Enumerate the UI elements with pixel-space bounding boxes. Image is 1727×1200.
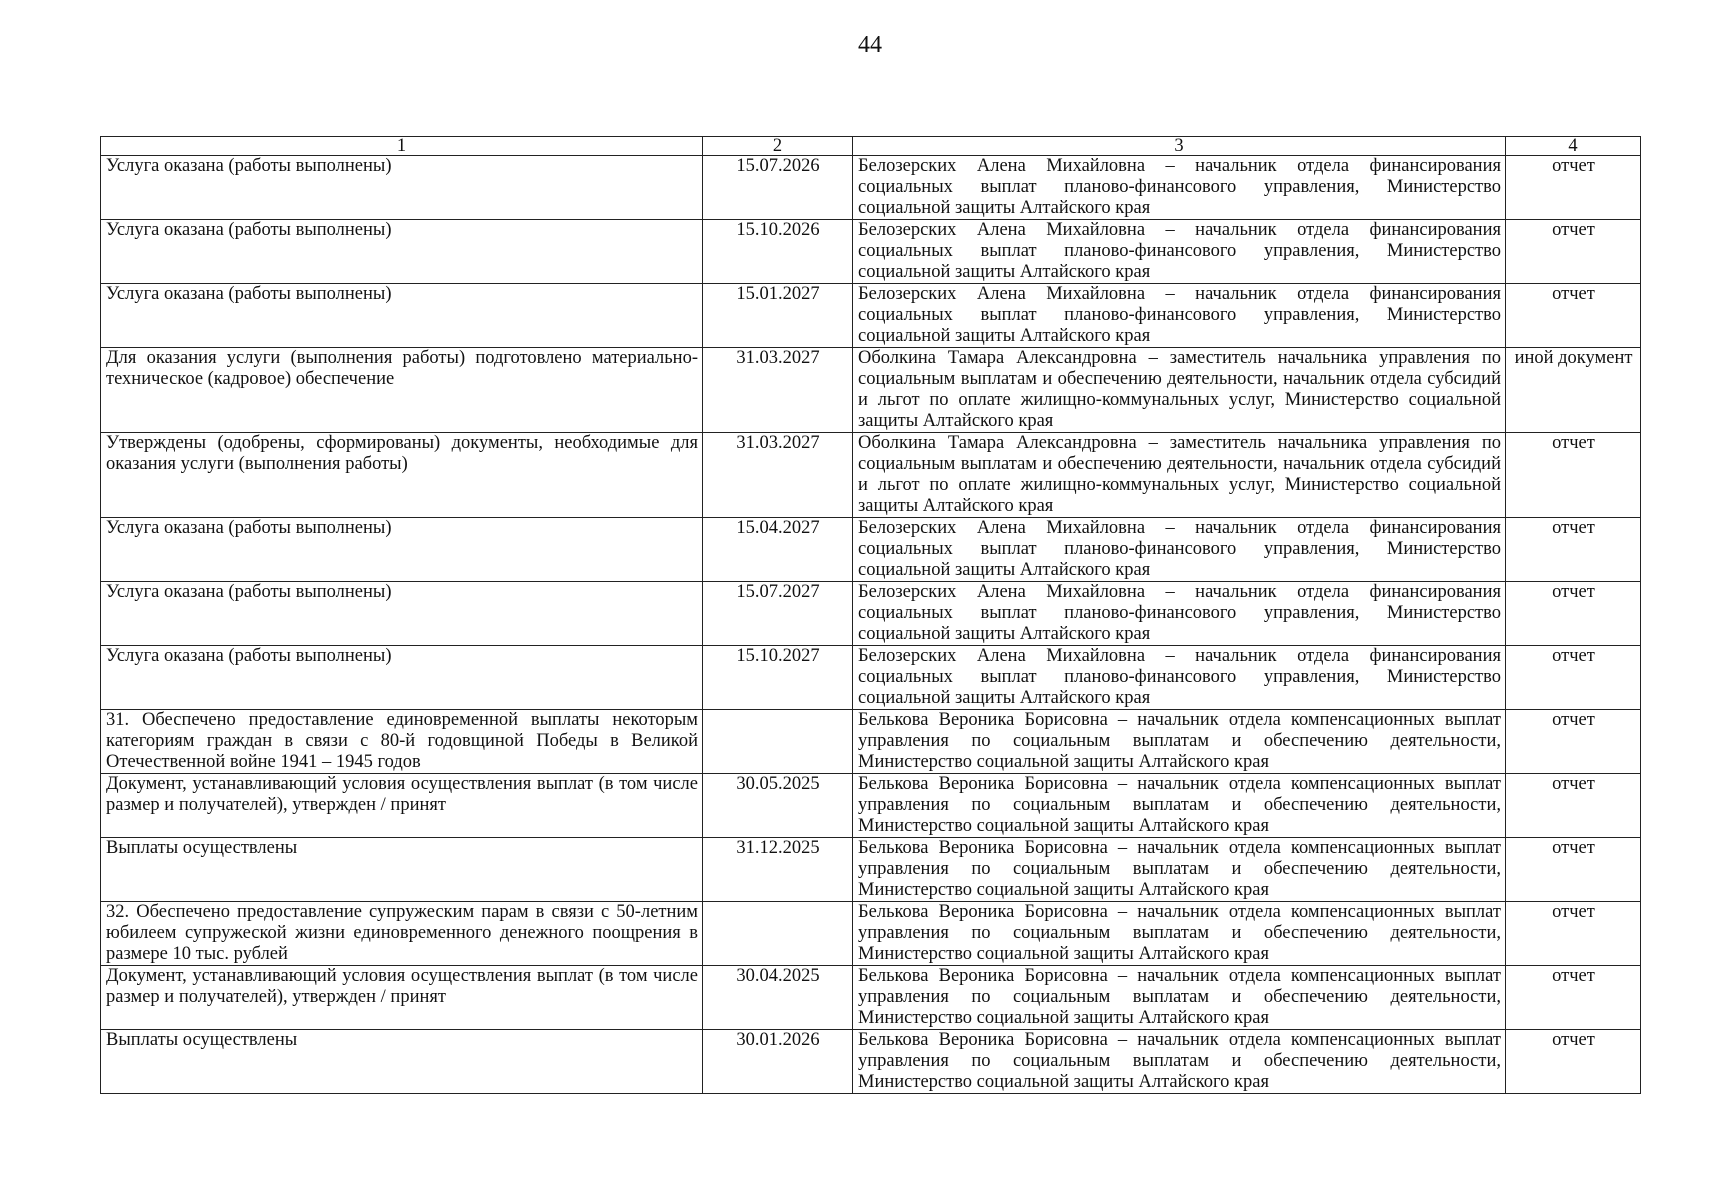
document-type-cell: отчет — [1506, 518, 1641, 582]
document-type-cell: отчет — [1506, 1030, 1641, 1094]
responsible-cell: Оболкина Тамара Александровна – заместитель начальника управления по социальным выплатам и обеспечению деятельности, начальник отдела субсидий и льгот по оплате жилищно-коммунальных услуг, Министерство социальной защиты Алтайского края — [853, 348, 1506, 433]
result-cell: Выплаты осуществлены — [101, 1030, 703, 1094]
result-cell: Утверждены (одобрены, сформированы) документы, необходимые для оказания услуги (выполнения работы) — [101, 433, 703, 518]
date-cell: 15.10.2027 — [703, 646, 853, 710]
result-cell: Услуга оказана (работы выполнены) — [101, 156, 703, 220]
result-cell: Услуга оказана (работы выполнены) — [101, 646, 703, 710]
table-row — [101, 582, 1641, 646]
result-cell: Услуга оказана (работы выполнены) — [101, 582, 703, 646]
column-header-1: 1 — [101, 137, 703, 156]
header-row — [101, 137, 1641, 156]
responsible-cell: Белозерских Алена Михайловна – начальник отдела финансирования социальных выплат планово-финансового управления, Министерство социальной защиты Алтайского края — [853, 220, 1506, 284]
date-cell: 15.01.2027 — [703, 284, 853, 348]
table-row — [101, 838, 1641, 902]
date-cell: 31.12.2025 — [703, 838, 853, 902]
column-header-4: 4 — [1506, 137, 1641, 156]
date-cell — [703, 710, 853, 774]
table-row — [101, 433, 1641, 518]
responsible-cell: Белькова Вероника Борисовна – начальник отдела компенсационных выплат управления по социальным выплатам и обеспечению деятельности, Министерство социальной защиты Алтайского края — [853, 966, 1506, 1030]
responsible-cell: Белозерских Алена Михайловна – начальник отдела финансирования социальных выплат планово-финансового управления, Министерство социальной защиты Алтайского края — [853, 284, 1506, 348]
date-cell: 30.05.2025 — [703, 774, 853, 838]
responsible-cell: Белькова Вероника Борисовна – начальник отдела компенсационных выплат управления по социальным выплатам и обеспечению деятельности, Министерство социальной защиты Алтайского края — [853, 710, 1506, 774]
result-cell: Услуга оказана (работы выполнены) — [101, 284, 703, 348]
date-cell: 15.04.2027 — [703, 518, 853, 582]
document-type-cell: отчет — [1506, 582, 1641, 646]
result-cell: Для оказания услуги (выполнения работы) подготовлено материально-техническое (кадровое) обеспечение — [101, 348, 703, 433]
result-cell: Выплаты осуществлены — [101, 838, 703, 902]
document-type-cell: отчет — [1506, 838, 1641, 902]
document-type-cell: отчет — [1506, 284, 1641, 348]
date-cell — [703, 902, 853, 966]
date-cell: 31.03.2027 — [703, 348, 853, 433]
document-type-cell: отчет — [1506, 902, 1641, 966]
date-cell: 30.01.2026 — [703, 1030, 853, 1094]
table-row — [101, 646, 1641, 710]
document-type-cell: отчет — [1506, 220, 1641, 284]
table-row — [101, 220, 1641, 284]
document-type-cell: отчет — [1506, 710, 1641, 774]
table-row — [101, 156, 1641, 220]
responsible-cell: Белькова Вероника Борисовна – начальник отдела компенсационных выплат управления по социальным выплатам и обеспечению деятельности, Министерство социальной защиты Алтайского края — [853, 902, 1506, 966]
responsible-cell: Белозерских Алена Михайловна – начальник отдела финансирования социальных выплат планово-финансового управления, Министерство социальной защиты Алтайского края — [853, 646, 1506, 710]
result-cell: 32. Обеспечено предоставление супружеским парам в связи с 50-летним юбилеем супружеской жизни единовременного денежного поощрения в размере 10 тыс. рублей — [101, 902, 703, 966]
table-row — [101, 284, 1641, 348]
document-type-cell: иной документ — [1506, 348, 1641, 433]
result-cell: Документ, устанавливающий условия осуществления выплат (в том числе размер и получателей), утвержден / принят — [101, 966, 703, 1030]
table-row — [101, 966, 1641, 1030]
document-type-cell: отчет — [1506, 433, 1641, 518]
responsible-cell: Белькова Вероника Борисовна – начальник отдела компенсационных выплат управления по социальным выплатам и обеспечению деятельности, Министерство социальной защиты Алтайского края — [853, 838, 1506, 902]
results-table — [100, 136, 1641, 1094]
responsible-cell: Белозерских Алена Михайловна – начальник отдела финансирования социальных выплат планово-финансового управления, Министерство социальной защиты Алтайского края — [853, 156, 1506, 220]
table-row — [101, 518, 1641, 582]
column-header-3: 3 — [853, 137, 1506, 156]
date-cell: 15.07.2026 — [703, 156, 853, 220]
document-type-cell: отчет — [1506, 646, 1641, 710]
page-number: 44 — [858, 32, 882, 58]
result-cell: Услуга оказана (работы выполнены) — [101, 220, 703, 284]
responsible-cell: Белькова Вероника Борисовна – начальник отдела компенсационных выплат управления по социальным выплатам и обеспечению деятельности, Министерство социальной защиты Алтайского края — [853, 1030, 1506, 1094]
responsible-cell: Белозерских Алена Михайловна – начальник отдела финансирования социальных выплат планово-финансового управления, Министерство социальной защиты Алтайского края — [853, 518, 1506, 582]
date-cell: 15.07.2027 — [703, 582, 853, 646]
result-cell: 31. Обеспечено предоставление единовременной выплаты некоторым категориям граждан в связи с 80-й годовщиной Победы в Великой Отечественной войне 1941 – 1945 годов — [101, 710, 703, 774]
table-row — [101, 710, 1641, 774]
table-body — [101, 156, 1641, 1094]
responsible-cell: Оболкина Тамара Александровна – заместитель начальника управления по социальным выплатам и обеспечению деятельности, начальник отдела субсидий и льгот по оплате жилищно-коммунальных услуг, Министерство социальной защиты Алтайского края — [853, 433, 1506, 518]
result-cell: Услуга оказана (работы выполнены) — [101, 518, 703, 582]
date-cell: 30.04.2025 — [703, 966, 853, 1030]
responsible-cell: Белькова Вероника Борисовна – начальник отдела компенсационных выплат управления по социальным выплатам и обеспечению деятельности, Министерство социальной защиты Алтайского края — [853, 774, 1506, 838]
document-type-cell: отчет — [1506, 156, 1641, 220]
document-type-cell: отчет — [1506, 966, 1641, 1030]
document-type-cell: отчет — [1506, 774, 1641, 838]
responsible-cell: Белозерских Алена Михайловна – начальник отдела финансирования социальных выплат планово-финансового управления, Министерство социальной защиты Алтайского края — [853, 582, 1506, 646]
table-row — [101, 902, 1641, 966]
date-cell: 15.10.2026 — [703, 220, 853, 284]
date-cell: 31.03.2027 — [703, 433, 853, 518]
result-cell: Документ, устанавливающий условия осуществления выплат (в том числе размер и получателей), утвержден / принят — [101, 774, 703, 838]
table-row — [101, 774, 1641, 838]
table-row — [101, 1030, 1641, 1094]
table-row — [101, 348, 1641, 433]
column-header-2: 2 — [703, 137, 853, 156]
